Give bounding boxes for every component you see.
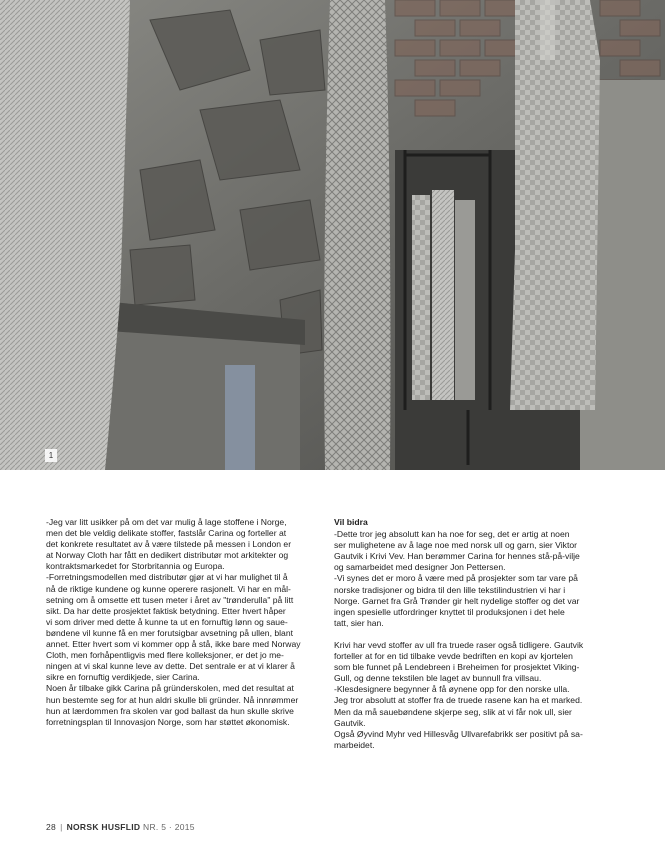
paragraph: -Dette tror jeg absolutt kan ha noe for seg, det er artig at noen ser mulighetene av å lage noe med norsk ull og garn, sier Viktor Gautvik i Krivi Vev. Han berømmer Carina for hennes stå-på-vilje og samarbeidet med designer Jon Pettersen. (334, 529, 580, 573)
paragraph-gap (334, 629, 606, 640)
paragraph: -Forretningsmodellen med distributør gjør at vi har mulighet til å nå de riktige kundene og kunne operere rasjonelt. Vi har en mål- setning om å omsette ett tusen meter i året av "trønderulla" på litt sikt. Da har dette prosjektet faktisk betydning. Etter hvert håper vi som driver med dette å kunne ta ut en fornuftig lønn og saue- bøndene vil kunne få en mer forutsigbar avsetning på ullen, blant annet. Etter hvert som vi kommer opp å stå, ikke bare med Norway Cloth, men forhåpentligvis med flere kolleksjoner, er det jo me- ningen at vi skal kunne leve av dette. Det sentrale er at vi klarer å sikre en fornuftig verdikjede, sier Carina. (46, 572, 301, 683)
stone-sink (90, 300, 305, 470)
page-footer (46, 822, 195, 832)
paragraph: Krivi har vevd stoffer av ull fra truede raser også tidligere. Gautvik forteller at for en tid tilbake vevde bedriften en kopi av kjortelen som ble funnet på Lendebreen i Breheimen for prosjektet Viking- Gull, og denne tekstilen ble laget av bunnull fra villsau. (334, 639, 584, 684)
paragraph: -Jeg var litt usikker på om det var mulig å lage stoffene i Norge, men det ble veldig delikate stoffer, fastslår Carina og forteller at det konkrete resultatet av å være tilstede på messen i London er at Norway Cloth har fått en dedikert distributør mot arkitekter og kontraktsmarkedet for Storbritannia og Europa. (46, 517, 292, 572)
page-number: 28 (46, 822, 57, 832)
paragraph: -Vi synes det er moro å være med på prosjekter som tar vare på norske tradisjoner og bidra til den lille tekstilindustrien vi har i Norge. Garnet fra Grå Trønder gir helt nydelige stoffer og det var ingen spesielle utfordringer knyttet til produksjonen i det hele tatt, sier han. (334, 573, 580, 628)
right-text-column (334, 517, 606, 751)
photo-number-badge: 1 (45, 449, 57, 462)
center-fabric (324, 0, 390, 470)
left-fabric (0, 0, 130, 470)
section-heading: Vil bidra (334, 517, 368, 527)
paragraph: Noen år tilbake gikk Carina på gründerskolen, med det resultat at hun bestemte seg for at hun aldri skulle bli gründer. Nå innrømmer hun at lærdommen fra skolen var god ballast da hun skulle skrive forretningsplan til Innovasjon Norge, som har støttet økonomisk. (46, 683, 299, 727)
issue-label: NR. 5 · 2015 (143, 822, 195, 832)
paragraph: Også Øyvind Myhr ved Hillesvåg Ullvarefabrikk ser positivt på sa- marbeidet. (334, 728, 583, 750)
magazine-name: NORSK HUSFLID (66, 822, 141, 832)
left-text-column (46, 517, 318, 728)
paragraph: -Klesdesignere begynner å få øynene opp for den norske ulla. Jeg tror absolutt at stoffer fra de truede rasene kan ha et marked. Men da må sauebøndene skjerpe seg, slik at vi får nok ull, sier Gautvik. (334, 684, 583, 728)
footer-separator: | (60, 822, 63, 832)
right-towel (510, 0, 600, 410)
